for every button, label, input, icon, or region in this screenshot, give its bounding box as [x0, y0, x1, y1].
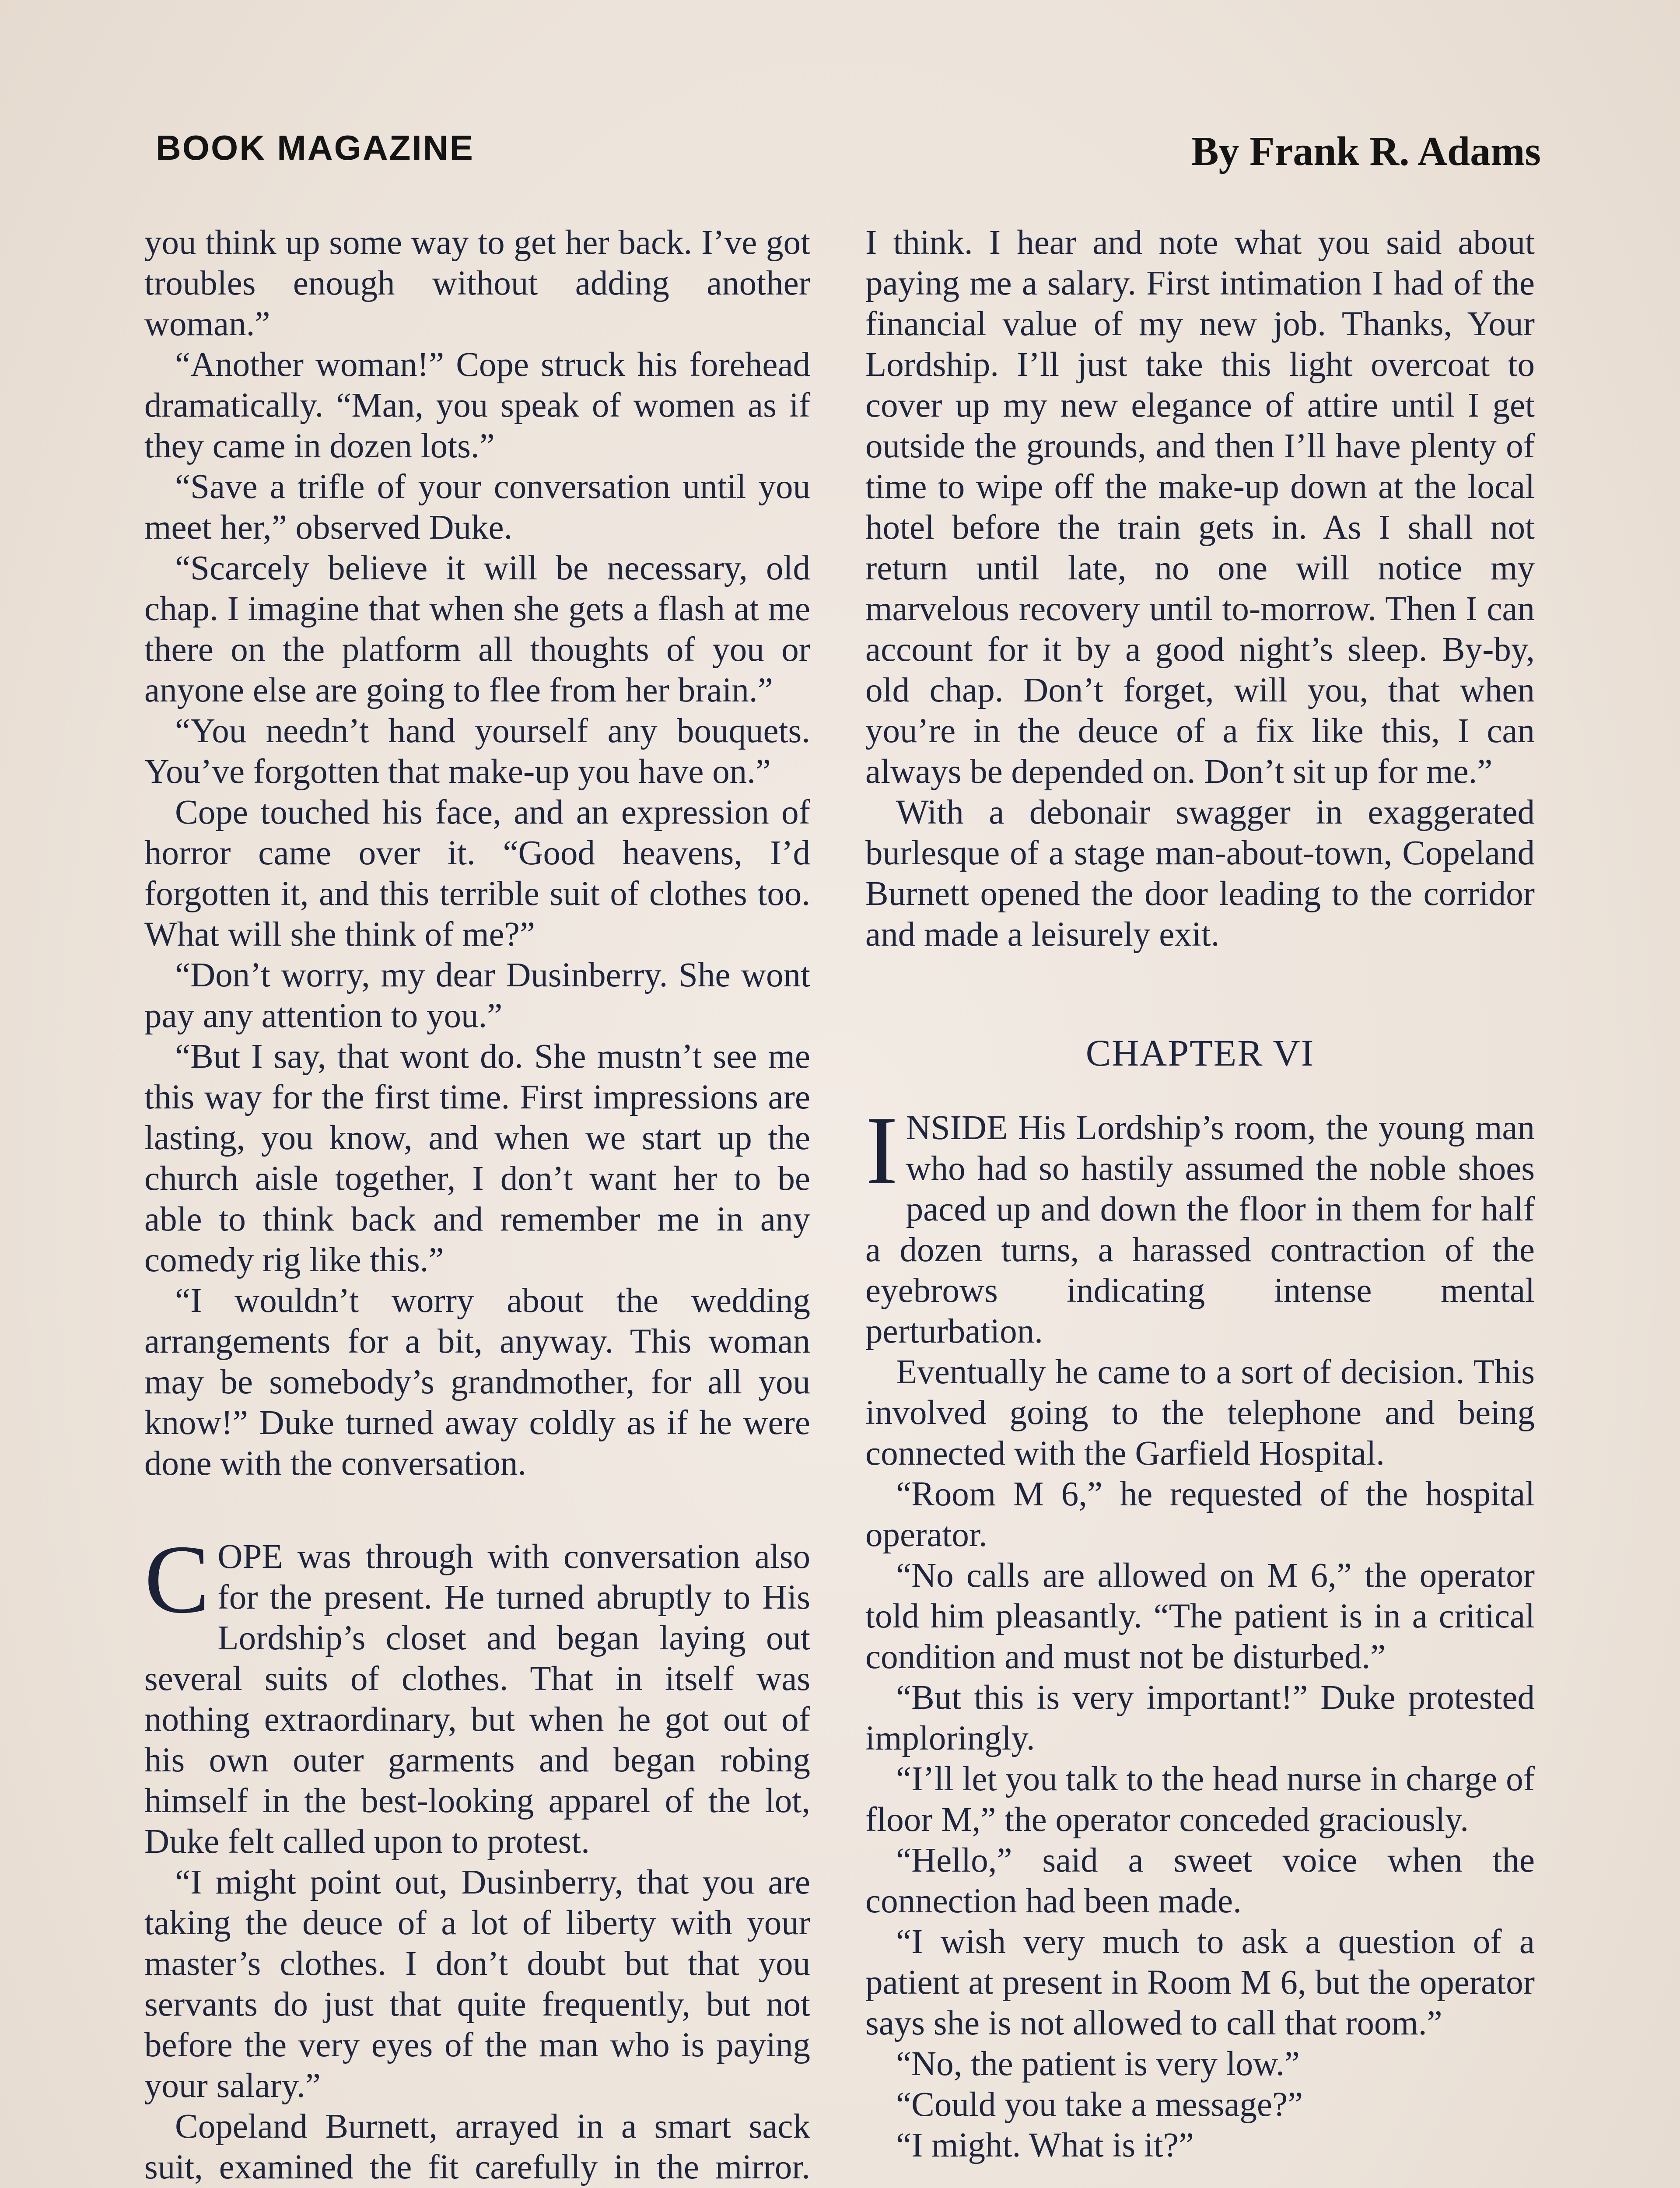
paragraph: “I wish very much to ask a question of a patient at present in Room M 6, but the operator says she is not allowed to call that room.”: [865, 1923, 1535, 2042]
paragraph: Eventually he came to a sort of decision. This involved going to the telephone and being connected with the Garfield Hospital.: [865, 1353, 1535, 1473]
paragraph: “Another woman!” Cope struck his forehead dramatically. “Man, you speak of women as if they came in dozen lots.”: [144, 346, 810, 465]
paragraph: “I might. What is it?”: [896, 2126, 1194, 2164]
drop-cap: I: [865, 1096, 898, 1205]
paragraph: “No, the patient is very low.”: [896, 2045, 1300, 2083]
running-head: [156, 128, 1541, 176]
paragraph: “But I say, that wont do. She mustn’t see me this way for the first time. First impressions are lasting, you know, and when we start up the church aisle together, I don’t want her to be able to think back and remember me in any comedy rig like this.”: [144, 1038, 810, 1279]
section-opening-paragraph: [144, 1525, 810, 1862]
magazine-title: BOOK MAGAZINE: [156, 128, 474, 167]
paragraph-text: OPE was through with conversation also for the present. He turned abruptly to His Lordship’s closet and began laying out several suits of clothes. That in itself was nothing extraordinary, but when he got out of his own outer garments and began robing himself in the best-looking apparel of the lot, Duke felt called upon to protest.: [144, 1538, 810, 1861]
paragraph: “Hello,” said a sweet voice when the connection had been made.: [865, 1841, 1535, 1920]
paragraph: “Save a trifle of your conversation until you meet her,” observed Duke.: [144, 468, 810, 547]
paragraph: I think. I hear and note what you said about paying me a salary. First intimation I had of the financial value of my new job. Thanks, Your Lordship. I’ll just take this light overcoat to cover up my new elegance of attire until I get outside the grounds, and then I’ll have plenty of time to wipe off the make-up down at the local hotel before the train gets in. As I shall not return until late, no one will notice my marvelous recovery until to-morrow. Then I can account for it by a good night’s sleep. By-by, old chap. Don’t forget, will you, that when you’re in the deuce of a fix like this, I can always be depended on. Don’t sit up for me.”: [865, 224, 1535, 791]
paragraph: you think up some way to get her back. I’ve got troubles enough without adding another woman.”: [144, 224, 810, 343]
paragraph: “You needn’t hand yourself any bouquets. You’ve forgotten that make-up you have on.”: [144, 712, 810, 791]
chapter-opening-paragraph: [865, 1096, 1535, 1352]
paragraph: “I might point out, Dusinberry, that you are taking the deuce of a lot of liberty with your master’s clothes. I don’t doubt but that you servants do just that quite frequently, but not before the very eyes of the man who is paying your salary.”: [144, 1863, 810, 2105]
paragraph: “I’ll let you talk to the head nurse in charge of floor M,” the operator conceded graciously.: [865, 1760, 1535, 1839]
left-column: [144, 222, 810, 2188]
right-column: [865, 222, 1535, 2166]
paragraph: “But this is very important!” Duke protested imploringly.: [865, 1679, 1535, 1757]
paragraph: Cope touched his face, and an expression of horror came over it. “Good heavens, I’d forgotten it, and this terrible suit of clothes too. What will she think of me?”: [144, 793, 810, 954]
chapter-heading: CHAPTER VI: [1085, 1032, 1315, 1074]
paragraph-text: NSIDE His Lordship’s room, the young man who had so hastily assumed the noble shoes paced up and down the floor in them for half a dozen turns, a harassed contraction of the eyebrows indicating intense mental perturbation.: [865, 1109, 1535, 1350]
paragraph: “No calls are allowed on M 6,” the operator told him pleasantly. “The patient is in a critical condition and must not be disturbed.”: [865, 1557, 1535, 1676]
paragraph: “Scarcely believe it will be necessary, old chap. I imagine that when she gets a flash at me there on the platform all thoughts of you or anyone else are going to flee from her brain.”: [144, 549, 810, 709]
drop-cap: C: [144, 1525, 210, 1634]
paragraph: With a debonair swagger in exaggerated burlesque of a stage man-about-town, Copeland Burnett opened the door leading to the corridor and made a leisurely exit.: [865, 793, 1535, 954]
paragraph: “Could you take a message?”: [896, 2086, 1303, 2124]
paragraph: Copeland Burnett, arrayed in a smart sack suit, examined the fit carefully in the mirror.: [144, 2107, 810, 2186]
paragraph: “I wouldn’t worry about the wedding arrangements for a bit, anyway. This woman may be somebody’s grandmother, for all you know!” Duke turned away coldly as if he were done with the conversation.: [144, 1282, 810, 1483]
paragraph: “Don’t worry, my dear Dusinberry. She wont pay any attention to you.”: [144, 956, 810, 1035]
paragraph: “Room M 6,” he requested of the hospital operator.: [865, 1475, 1535, 1554]
author-byline: By Frank R. Adams: [1191, 129, 1541, 174]
